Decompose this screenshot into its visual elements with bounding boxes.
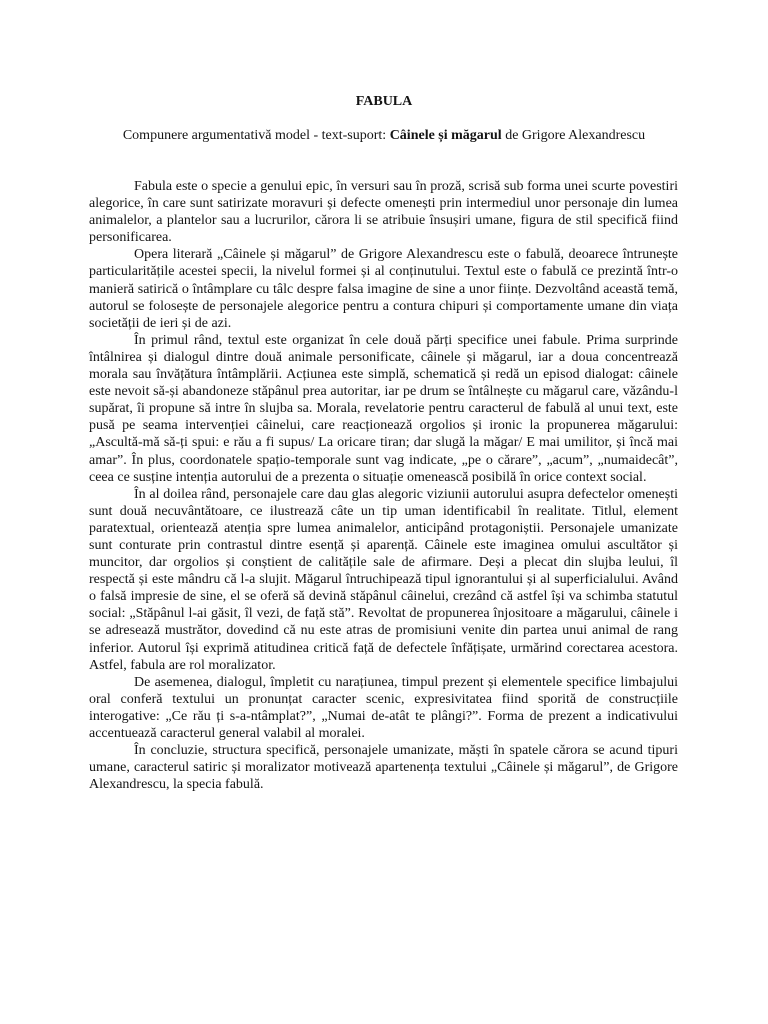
document-title: FABULA <box>355 94 413 109</box>
subtitle-suffix: de Grigore Alexandrescu <box>501 128 646 143</box>
paragraph-thesis: Opera literară „Câinele și măgarul” de Grigore Alexandrescu este o fabulă, deoarece întrunește particularitățile acestei specii, la nivelul formei și al conținutului. Textul este o fabulă ce prezintă într-o manieră satirică o întâmplare cu tâlc despre falsa imagine de sine a unor ființe. Dezvoltând această temă, autorul se folosește de personajele alegorice pentru a contura chipuri și comportamente umane din viața societății de ieri și de azi. <box>89 247 678 331</box>
paragraph-argument-structure: În primul rând, textul este organizat în cele două părți specifice unei fabule. Prima surprinde întâlnirea și dialogul dintre două animale personificate, câinele și măgarul, iar a doua concentrează morala sau învățătura întâmplării. Acțiunea este simplă, schematică și redă un episod dialogat: câinele este nevoit să-și abandoneze stăpânul prea autoritar, iar pe drum se întâlnește cu măgarul care, văzându-l supărat, îi propune să intre în slujba sa. Morala, revelatorie pentru caracterul de fabulă al unui text, este pusă pe seama intervenției câinelui, care reacționează orgolios și ironic la propunerea măgarului: „Ascultă-mă să-ți spui: e rău a fi supus/ La oricare tiran; dar slugă la măgar/ E mai umilitor, și încă mai amar”. În plus, coordonatele spațio-temporale sunt vag indicate, „pe o cărare”, „acum”, „numaidecât”, ceea ce susține intenția autorului de a prezenta o situație omenească posibilă în orice context social. <box>89 332 678 485</box>
paragraph-definition: Fabula este o specie a genului epic, în versuri sau în proză, scrisă sub forma unei scurte povestiri alegorice, în care sunt satirizate moravuri și defecte omenești prin intermediul unor personaje din lumea animalelor, a plantelor sau a lucrurilor, cărora li se atribuie însușiri umane, figura de stil specifică fiind personificarea. <box>89 179 678 246</box>
subtitle-work-title: Câinele și măgarul <box>389 128 502 143</box>
paragraph-conclusion: În concluzie, structura specifică, personajele umanizate, măști în spatele cărora se acund tipuri umane, caracterul satiric și moralizator motivează apartenența textului „Câinele și măgarul”, de Grigore Alexandrescu, la specia fabulă. <box>89 743 678 793</box>
paragraph-argument-characters: În al doilea rând, personajele care dau glas alegoric viziunii autorului asupra defectelor omenești sunt două necuvântătoare, ce ilustrează câte un tip uman identificabil în realitate. Titlul, element paratextual, orientează atenția spre lumea animalelor, anticipând protagoniștii. Personajele umanizate sunt conturate prin contrastul dintre esență și aparență. Câinele este imaginea omului ascultător și muncitor, dar orgolios și conștient de calitățile sale de afirmare. Deși a plecat din slujba leului, îl respectă și este mândru că l-a slujit. Măgarul întruchipează tipul ignorantului și al superficialului. Având o falsă impresie de sine, el se oferă să devină stăpânul câinelui, crezând că astfel își va schimba statutul social: „Stăpânul l-ai găsit, îl vezi, de față stă”. Revoltat de propunerea înjositoare a măgarului, câinele i se adresează mustrător, dovedind că nu este atras de promisiuni venite din partea unui animal de rang inferior. Autorul își exprimă atitudinea critică față de defectele înfățișate, urmărind corectarea acestora. Astfel, fabula are rol moralizator. <box>89 486 678 673</box>
document-body <box>89 178 678 793</box>
document-subtitle <box>0 127 768 144</box>
paragraph-argument-dialogue: De asemenea, dialogul, împletit cu narațiunea, timpul prezent și elementele specifice limbajului oral conferă textului un pronunțat caracter scenic, expresivitatea fiind sporită de construcțiile interogative: „Ce rău ți s-a-ntâmplat?”, „Numai de-atât te plângi?”. Forma de prezent a indicativului accentuează caracterul general valabil al moralei. <box>89 674 678 741</box>
subtitle-prefix: Compunere argumentativă model - text-suport: <box>122 128 390 143</box>
